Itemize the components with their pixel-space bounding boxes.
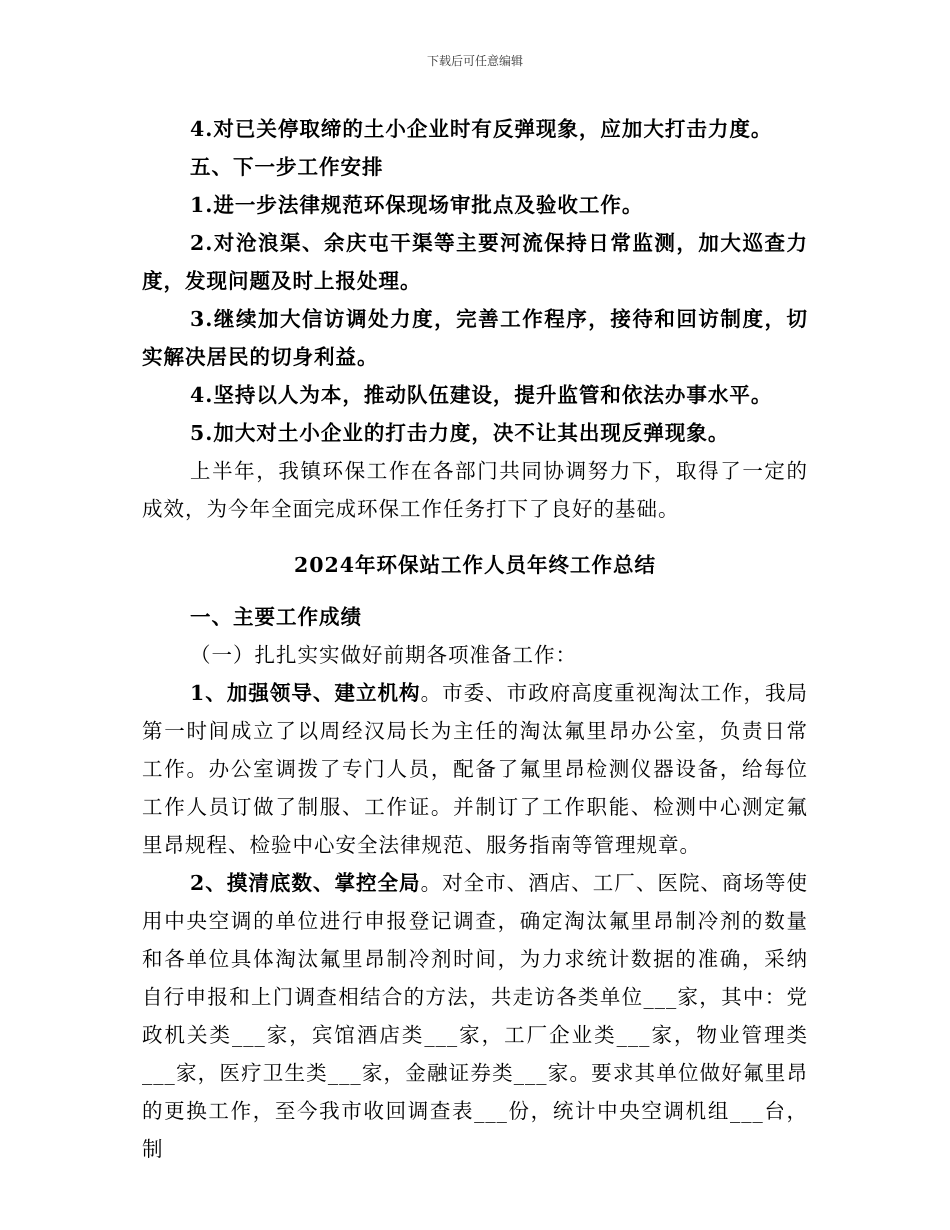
- subsection-heading-preparation: （一）扎扎实实做好前期各项准备工作：: [190, 643, 577, 667]
- paragraph-conclusion: 上半年，我镇环保工作在各部门共同协调努力下，取得了一定的成效，为今年全面完成环保工作任务打下了良好的基础。: [142, 459, 808, 521]
- paragraph-plan-1: 1.进一步法律规范环保现场审批点及验收工作。: [190, 193, 644, 217]
- paragraph-problem-4: 4.对已关停取缔的土小企业时有反弹现象，应加大打击力度。: [190, 117, 773, 141]
- paragraph-plan-3: 3.继续加大信访调处力度，完善工作程序，接待和回访制度，切实解决居民的切身利益。: [142, 307, 808, 369]
- page-header: 下载后可任意编辑: [426, 54, 523, 68]
- item-2-lead: 2、摸清底数、掌控全局: [190, 871, 421, 895]
- paragraph-plan-5: 5.加大对土小企业的打击力度，决不让其出现反弹现象。: [190, 421, 730, 445]
- section-heading-next-steps: 五、下一步工作安排: [190, 155, 384, 179]
- paragraph-plan-4: 4.坚持以人为本，推动队伍建设，提升监管和依法办事水平。: [190, 383, 773, 407]
- item-2-body: 。对全市、酒店、工厂、医院、商场等使用中央空调的单位进行申报登记调查，确定淘汰氟里昂制冷剂的数量和各单位具体淘汰氟里昂制冷剂时间，为力求统计数据的准确，采纳自行申报和上门调查相结合的方法，共走访各类单位___家，其中：党政机关类___家，宾馆酒店类___家，工厂企业类___家，物业管理类___家，医疗卫生类___家，金融证券类___家。要求其单位做好氟里昂的更换工作，至今我市收回调查表___份，统计中央空调机组___台，制: [142, 871, 809, 1161]
- paragraph-item-1: [142, 674, 808, 864]
- document-title: 2024年环保站工作人员年终工作总结: [293, 553, 657, 577]
- item-1-body: 。市委、市政府高度重视淘汰工作，我局第一时间成立了以周经汉局长为主任的淘汰氟里昂办公室，负责日常工作。办公室调拨了专门人员，配备了氟里昂检测仪器设备，给每位工作人员订做了制服、工作证。并制订了工作职能、检测中心测定氟里昂规程、检验中心安全法律规范、服务指南等管理规章。: [142, 681, 809, 857]
- item-1-lead: 1、加强领导、建立机构: [190, 681, 421, 705]
- paragraph-item-2: [142, 864, 808, 1168]
- paragraph-plan-2: 2.对沧浪渠、余庆屯干渠等主要河流保持日常监测，加大巡查力度，发现问题及时上报处理。: [142, 231, 808, 293]
- section-heading-achievements: 一、主要工作成绩: [190, 605, 362, 629]
- document-body: [142, 110, 808, 1168]
